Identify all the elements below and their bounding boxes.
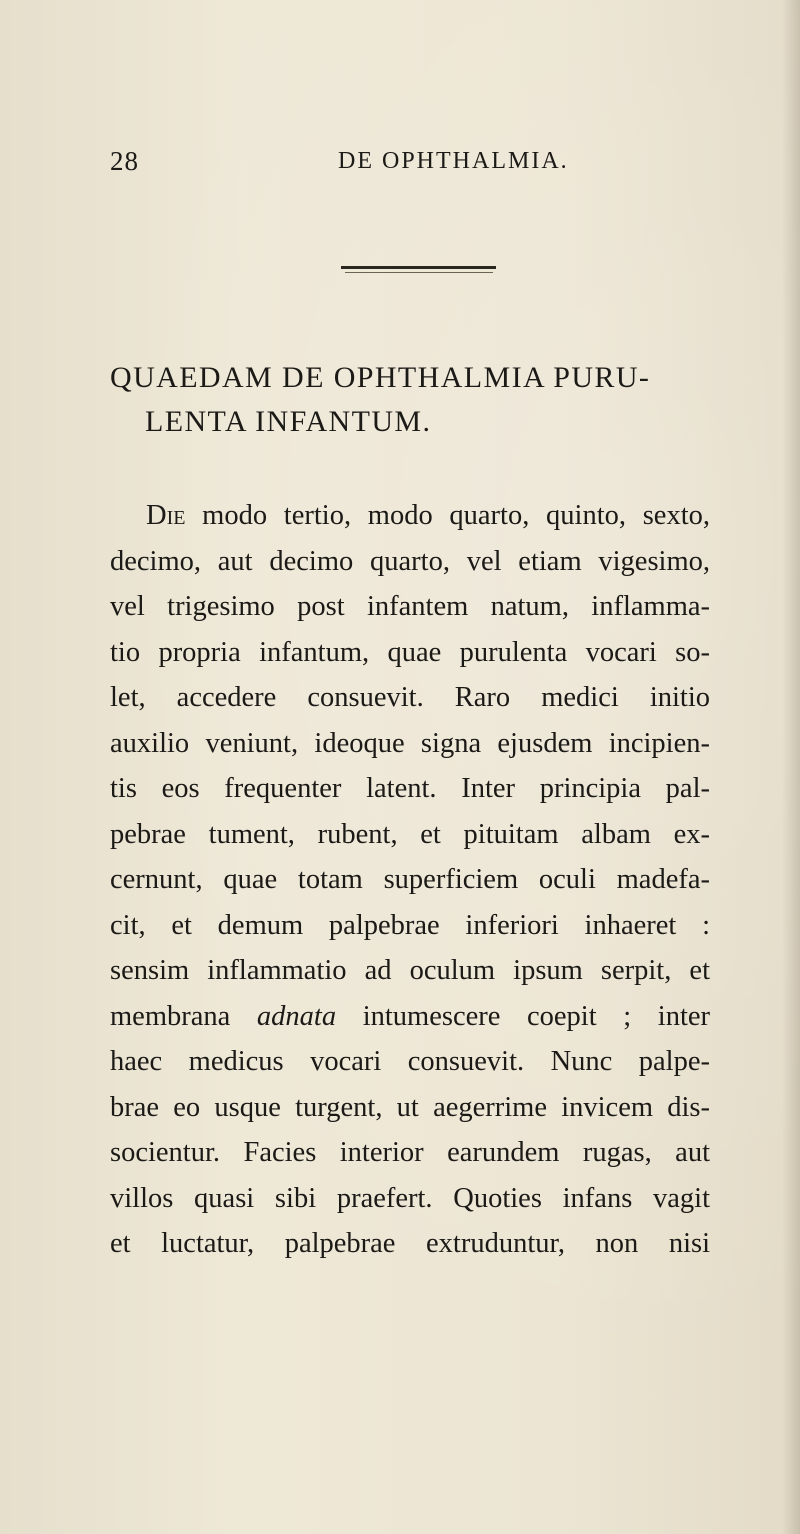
heading-line-2: LENTA INFANTUM. [145,405,432,438]
text-line: brae eo usque turgent, ut aegerrime invicem dis- [110,1091,710,1123]
body-paragraph [110,493,710,1267]
text-line-1-rest: modo tertio, modo quarto, quinto, sexto, [185,500,710,531]
text-line: sensim inflammatio ad oculum ipsum serpit, et [110,955,710,986]
text-line: auxilio veniunt, ideoque signa ejusdem incipien- [110,727,710,759]
text-line: pebrae tument, rubent, et pituitam albam ex- [110,818,710,850]
text-line: villos quasi sibi praefert. Quoties infans vagit [110,1182,710,1214]
section-rule-thin [345,272,493,273]
running-head [110,146,710,180]
text-line [110,994,710,1040]
text-line: decimo, aut decimo quarto, vel etiam vigesimo, [110,545,710,577]
page-edge-shadow [782,0,800,1534]
text-line: et luctatur, palpebrae extruduntur, non nisi [110,1228,710,1259]
page-number: 28 [110,146,139,176]
text-line: tio propria infantum, quae purulenta vocari so- [110,636,710,668]
text-line: cit, et demum palpebrae inferiori inhaeret : [110,909,710,941]
running-title: DE OPHTHALMIA. [338,148,569,174]
italic-term: adnata [256,1000,337,1032]
heading-line-1: QUAEDAM DE OPHTHALMIA PURU- [110,361,651,394]
text-line-12-after: intumescere coepit ; inter [336,1000,711,1032]
text-line: tis eos frequenter latent. Inter principia pal- [110,773,710,804]
text-line-12-before: membrana [110,1000,257,1032]
text-line: vel trigesimo post infantem natum, inflamma- [110,591,710,622]
section-rule [341,266,496,269]
text-line: cernunt, quae totam superficiem oculi madefa- [110,864,710,895]
opening-word: Die [146,500,186,531]
text-line [146,493,710,539]
text-line: let, accedere consuevit. Raro medici initio [110,682,710,713]
section-heading [110,356,710,444]
text-line: haec medicus vocari consuevit. Nunc palpe- [110,1046,710,1077]
text-line: socientur. Facies interior earundem rugas, aut [110,1137,710,1168]
